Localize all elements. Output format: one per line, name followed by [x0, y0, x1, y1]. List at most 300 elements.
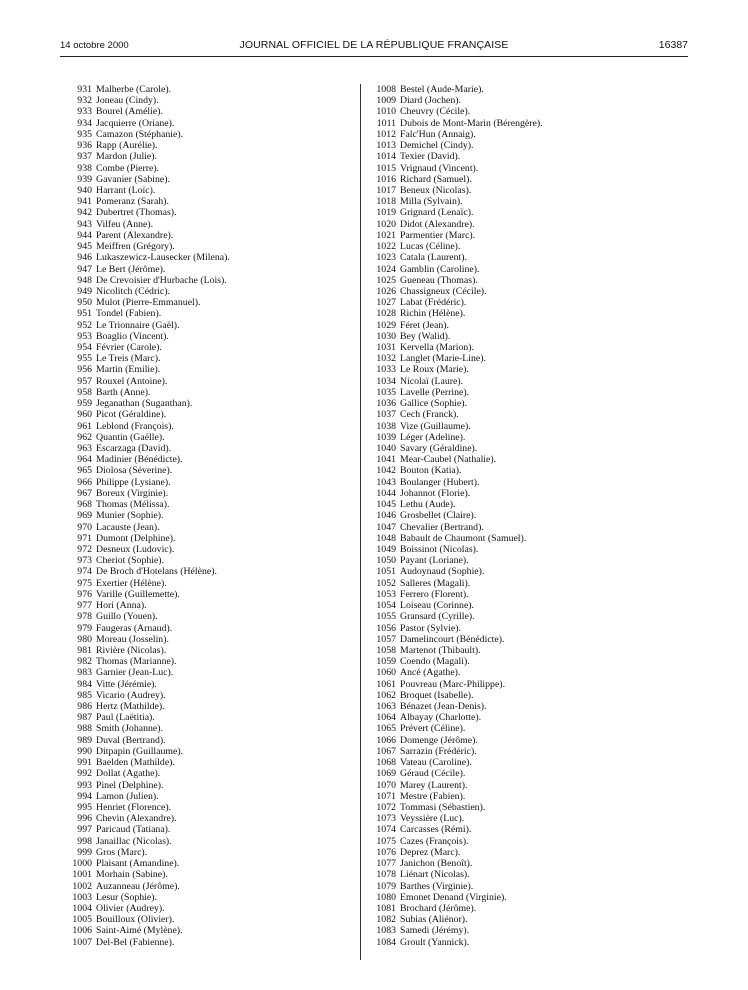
entry-number: 987: [77, 712, 92, 724]
list-item: [366, 690, 666, 701]
entry-number: 1084: [376, 936, 396, 948]
list-item: [366, 634, 666, 645]
list-item: [366, 522, 666, 533]
entry-name: Richin (Hélène).: [400, 308, 466, 320]
list-item: [366, 432, 666, 443]
entry-name: Harrant (Loïc).: [96, 184, 156, 196]
list-item: [366, 409, 666, 420]
entry-name: Varille (Guillemette).: [96, 588, 180, 600]
entry-number: 1004: [72, 902, 92, 914]
entry-number: 960: [77, 409, 92, 421]
entry-name: Boissinot (Nicolas).: [400, 543, 479, 555]
entry-number: 1026: [376, 285, 396, 297]
entry-number: 997: [77, 824, 92, 836]
entry-name: Broquet (Isabelle).: [400, 689, 474, 701]
entry-number: 1028: [376, 308, 396, 320]
list-item: [366, 376, 666, 387]
entry-name: Madinier (Bénédicte).: [96, 454, 183, 466]
entry-number: 1083: [376, 925, 396, 937]
entry-number: 1024: [376, 263, 396, 275]
list-item: [62, 566, 362, 577]
entry-name: Jeganathan (Suganthan).: [96, 398, 193, 410]
entry-name: Cazes (François).: [400, 835, 469, 847]
entry-name: Lethu (Aude).: [400, 499, 456, 511]
list-item: [62, 836, 362, 847]
entry-number: 943: [77, 218, 92, 230]
entry-number: 950: [77, 297, 92, 309]
entry-name: Chevalier (Bertrand).: [400, 521, 484, 533]
list-item: [62, 679, 362, 690]
entry-number: 1014: [376, 151, 396, 163]
entry-number: 1054: [376, 600, 396, 612]
entry-number: 984: [77, 678, 92, 690]
entry-number: 1036: [376, 398, 396, 410]
entry-number: 1047: [376, 521, 396, 533]
entry-number: 947: [77, 263, 92, 275]
entry-number: 1031: [376, 342, 396, 354]
entry-number: 1033: [376, 364, 396, 376]
list-item: [366, 252, 666, 263]
entry-number: 968: [77, 499, 92, 511]
entry-number: 1030: [376, 330, 396, 342]
list-item: [62, 881, 362, 892]
entry-name: Martin (Emilie).: [96, 364, 161, 376]
entry-name: Meiffren (Grégory).: [96, 241, 175, 253]
entry-name: Mulot (Pierre-Emmanuel).: [96, 297, 201, 309]
entry-number: 1059: [376, 656, 396, 668]
entry-number: 1005: [72, 914, 92, 926]
entry-number: 1077: [376, 858, 396, 870]
entry-name: Auzanneau (Jérôme).: [96, 880, 180, 892]
entry-name: Janaillac (Nicolas).: [96, 835, 172, 847]
list-item: [366, 353, 666, 364]
entry-name: Barth (Anne).: [96, 386, 151, 398]
entry-number: 1055: [376, 611, 396, 623]
issue-date: 14 octobre 2000: [60, 40, 129, 51]
entry-number: 1078: [376, 869, 396, 881]
list-item: [366, 757, 666, 768]
list-item: [62, 903, 362, 914]
entry-number: 998: [77, 835, 92, 847]
entry-name: Dollat (Agathe).: [96, 768, 161, 780]
list-item: [366, 241, 666, 252]
entry-number: 945: [77, 241, 92, 253]
entry-name: Baelden (Mathilde).: [96, 757, 175, 769]
list-item: [62, 858, 362, 869]
entry-name: Savary (Géraldine).: [400, 443, 478, 454]
entry-name: Cech (Franck).: [400, 409, 459, 421]
entry-number: 990: [77, 745, 92, 757]
entry-name: Le Roux (Marie).: [400, 364, 469, 376]
list-item: [62, 555, 362, 566]
entry-number: 989: [77, 734, 92, 746]
list-item: [366, 746, 666, 757]
entry-number: 1020: [376, 218, 396, 230]
list-item: [62, 824, 362, 835]
list-item: [366, 869, 666, 880]
list-item: [366, 847, 666, 858]
entry-number: 992: [77, 768, 92, 780]
list-item: [366, 264, 666, 275]
list-item: [62, 241, 362, 252]
entry-name: Grosbellet (Claire).: [400, 510, 477, 522]
entry-number: 1076: [376, 846, 396, 858]
entry-name: Damelincourt (Bénédicte).: [400, 633, 505, 645]
list-item: [366, 140, 666, 151]
entry-name: Brochard (Jérôme).: [400, 902, 477, 914]
entry-name: Pinel (Delphine).: [96, 779, 164, 791]
list-item: [366, 398, 666, 409]
list-item: [62, 488, 362, 499]
entry-number: 983: [77, 667, 92, 679]
entry-name: Ditpapin (Guillaume).: [96, 745, 184, 757]
list-item: [62, 151, 362, 162]
entry-name: Combe (Pierre).: [96, 162, 160, 174]
entry-name: De Crevoisier d'Hurbache (Lois).: [96, 274, 227, 286]
entry-number: 934: [77, 117, 92, 129]
list-item: [366, 499, 666, 510]
entry-name: Mestre (Fabien).: [400, 790, 466, 802]
list-item: [366, 488, 666, 499]
entry-name: Domenge (Jérôme).: [400, 734, 478, 746]
list-item: [62, 937, 362, 948]
entry-name: Vicario (Audrey).: [96, 689, 166, 701]
list-item: [366, 477, 666, 488]
entry-number: 1034: [376, 375, 396, 387]
list-item: [366, 421, 666, 432]
entry-name: Salleres (Magali).: [400, 577, 471, 589]
entry-number: 1071: [376, 790, 396, 802]
entry-number: 1019: [376, 207, 396, 219]
entry-name: Nicolaï (Laure).: [400, 375, 464, 387]
entry-name: Nicolitch (Cédric).: [96, 285, 170, 297]
list-item: [62, 454, 362, 465]
entry-number: 1001: [72, 869, 92, 881]
entry-number: 1040: [376, 443, 396, 454]
list-item: [366, 802, 666, 813]
entry-name: Lukaszewicz-Lausecker (Milena).: [96, 252, 230, 264]
entry-name: Falc'Hun (Annaig).: [400, 128, 476, 140]
entry-number: 1012: [376, 128, 396, 140]
entry-number: 1013: [376, 140, 396, 152]
entry-name: Desneux (Ludovic).: [96, 543, 175, 555]
entry-name: Leblond (François).: [96, 420, 174, 432]
list-item: [366, 230, 666, 241]
entry-number: 971: [77, 532, 92, 544]
entry-number: 964: [77, 454, 92, 466]
entry-number: 1039: [376, 431, 396, 443]
entry-name: Géraud (Cécile).: [400, 768, 466, 780]
list-item: [62, 768, 362, 779]
entry-number: 978: [77, 611, 92, 623]
page-header: [60, 38, 688, 54]
list-item: [62, 589, 362, 600]
list-item: [62, 331, 362, 342]
entry-name: Bouilloux (Olivier).: [96, 914, 175, 926]
entry-number: 1073: [376, 813, 396, 825]
list-item: [62, 230, 362, 241]
entry-number: 970: [77, 521, 92, 533]
entry-name: Beneux (Nicolas).: [400, 184, 472, 196]
entry-name: De Broch d'Hotelans (Hélène).: [96, 566, 217, 578]
entry-number: 985: [77, 689, 92, 701]
entry-number: 1051: [376, 566, 396, 578]
entry-number: 999: [77, 846, 92, 858]
entry-name: Jacquierre (Oriane).: [96, 117, 175, 129]
list-item: [62, 477, 362, 488]
entry-number: 1063: [376, 701, 396, 713]
entry-number: 1041: [376, 454, 396, 466]
entry-number: 1067: [376, 745, 396, 757]
entry-number: 1032: [376, 353, 396, 365]
entry-number: 995: [77, 802, 92, 813]
entry-name: Coendo (Magali).: [400, 656, 470, 668]
list-item: [366, 286, 666, 297]
entry-name: Lamon (Julien).: [96, 790, 159, 802]
entry-name: Moreau (Josselin).: [96, 633, 169, 645]
list-item: [62, 84, 362, 95]
entry-number: 1035: [376, 386, 396, 398]
entry-name: Féret (Jean).: [400, 319, 449, 331]
list-item: [366, 331, 666, 342]
entry-number: 972: [77, 543, 92, 555]
list-item: [62, 297, 362, 308]
entry-name: Diard (Jochen).: [400, 95, 461, 107]
list-item: [366, 925, 666, 936]
entry-name: Henriet (Florence).: [96, 802, 172, 813]
page-number: 16387: [658, 39, 688, 51]
entry-number: 944: [77, 229, 92, 241]
entry-number: 1003: [72, 891, 92, 903]
entry-number: 952: [77, 319, 92, 331]
list-item: [366, 106, 666, 117]
header-rule: [60, 56, 688, 57]
entry-name: Ancé (Agathe).: [400, 667, 461, 679]
entry-number: 993: [77, 779, 92, 791]
entry-name: Le Trionnaire (Gaël).: [96, 319, 180, 331]
entry-number: 1015: [376, 162, 396, 174]
entry-name: Groult (Yannick).: [400, 936, 470, 948]
list-item: [366, 623, 666, 634]
entry-name: Thomas (Marianne).: [96, 656, 177, 668]
list-item: [62, 892, 362, 903]
list-item: [62, 735, 362, 746]
entry-name: Albayay (Charlotte).: [400, 712, 482, 724]
list-item: [62, 185, 362, 196]
entry-number: 1010: [376, 106, 396, 118]
entry-number: 1025: [376, 274, 396, 286]
entry-name: Labat (Frédéric).: [400, 297, 467, 309]
entry-number: 1006: [72, 925, 92, 937]
entry-name: Demichel (Cindy).: [400, 140, 474, 152]
list-item: [366, 151, 666, 162]
entry-name: Bouton (Katia).: [400, 465, 462, 477]
entry-number: 1038: [376, 420, 396, 432]
list-item: [62, 791, 362, 802]
entry-number: 1050: [376, 555, 396, 567]
list-item: [366, 174, 666, 185]
entry-number: 1008: [376, 84, 396, 95]
list-item: [62, 207, 362, 218]
entry-number: 1058: [376, 644, 396, 656]
entry-name: Tondel (Fabien).: [96, 308, 162, 320]
entry-name: Babault de Chaumont (Samuel).: [400, 532, 527, 544]
entry-name: Bénazet (Jean-Denis).: [400, 701, 487, 713]
entry-name: Thomas (Mélissa).: [96, 499, 170, 511]
entry-number: 1074: [376, 824, 396, 836]
entry-name: Catala (Laurent).: [400, 252, 467, 264]
list-item: [366, 578, 666, 589]
list-item: [62, 723, 362, 734]
entry-number: 979: [77, 622, 92, 634]
list-item: [62, 667, 362, 678]
entry-number: 957: [77, 375, 92, 387]
list-item: [366, 533, 666, 544]
entry-name: Didot (Alexandre).: [400, 218, 475, 230]
entry-name: Emonet Denand (Virginie).: [400, 891, 507, 903]
list-item: [62, 522, 362, 533]
entry-number: 1037: [376, 409, 396, 421]
list-item: [366, 881, 666, 892]
list-item: [62, 645, 362, 656]
entry-name: Vize (Guillaume).: [400, 420, 471, 432]
list-item: [366, 185, 666, 196]
entry-name: Barthes (Virginie).: [400, 880, 474, 892]
list-item: [366, 555, 666, 566]
entry-number: 936: [77, 140, 92, 152]
list-item: [62, 421, 362, 432]
entry-number: 982: [77, 656, 92, 668]
entry-name: Janichon (Benoît).: [400, 858, 473, 870]
list-item: [366, 163, 666, 174]
list-item: [62, 701, 362, 712]
entry-name: Del-Bel (Fabienne).: [96, 936, 175, 948]
list-item: [62, 275, 362, 286]
entry-number: 969: [77, 510, 92, 522]
entry-number: 1023: [376, 252, 396, 264]
entry-number: 1049: [376, 543, 396, 555]
entry-name: Deprez (Marc).: [400, 846, 461, 858]
entry-number: 931: [77, 84, 92, 95]
entry-number: 1061: [376, 678, 396, 690]
list-item: [62, 847, 362, 858]
list-item: [366, 600, 666, 611]
entry-name: Camazon (Stéphanie).: [96, 128, 184, 140]
entry-number: 980: [77, 633, 92, 645]
entry-name: Cheuvry (Cécile).: [400, 106, 471, 118]
list-item: [62, 712, 362, 723]
entry-number: 1072: [376, 802, 396, 813]
list-item: [62, 95, 362, 106]
entry-name: Rouxel (Antoine).: [96, 375, 168, 387]
entry-number: 1022: [376, 241, 396, 253]
entry-number: 1053: [376, 588, 396, 600]
right-column: [366, 84, 666, 948]
entry-number: 977: [77, 600, 92, 612]
entry-number: 935: [77, 128, 92, 140]
entry-number: 958: [77, 386, 92, 398]
entry-number: 1070: [376, 779, 396, 791]
entry-number: 986: [77, 701, 92, 713]
entry-name: Richard (Samuel).: [400, 173, 472, 185]
list-item: [366, 611, 666, 622]
entry-name: Lacauste (Jean).: [96, 521, 160, 533]
list-item: [366, 308, 666, 319]
list-item: [62, 140, 362, 151]
entry-name: Samedi (Jérémy).: [400, 925, 470, 937]
entry-name: Diolosa (Séverine).: [96, 465, 173, 477]
entry-name: Vrignaud (Vincent).: [400, 162, 479, 174]
entry-number: 966: [77, 476, 92, 488]
list-item: [62, 387, 362, 398]
entry-number: 973: [77, 555, 92, 567]
entry-name: Kervella (Marion).: [400, 342, 474, 354]
list-item: [366, 219, 666, 230]
list-item: [62, 163, 362, 174]
entry-name: Rivière (Nicolas).: [96, 644, 167, 656]
entry-number: 1021: [376, 229, 396, 241]
entry-name: Chevin (Alexandre).: [96, 813, 177, 825]
entry-name: Boaglio (Vincent).: [96, 330, 169, 342]
list-item: [366, 387, 666, 398]
entry-name: Gros (Marc).: [96, 846, 148, 858]
entry-name: Dubois de Mont-Marin (Bérengère).: [400, 117, 543, 129]
entry-number: 1017: [376, 184, 396, 196]
list-item: [366, 735, 666, 746]
entry-name: Prévert (Céline).: [400, 723, 466, 735]
list-item: [62, 308, 362, 319]
entry-number: 996: [77, 813, 92, 825]
list-item: [62, 533, 362, 544]
list-item: [62, 376, 362, 387]
entry-number: 963: [77, 443, 92, 454]
list-item: [366, 679, 666, 690]
entry-number: 1066: [376, 734, 396, 746]
entry-number: 949: [77, 285, 92, 297]
entry-name: Lucas (Céline).: [400, 241, 461, 253]
entry-name: Subias (Aliénor).: [400, 914, 468, 926]
entry-name: Mardon (Julie).: [96, 151, 157, 163]
list-item: [366, 824, 666, 835]
list-item: [366, 207, 666, 218]
entry-name: Dubertret (Thomas).: [96, 207, 177, 219]
entry-number: 1016: [376, 173, 396, 185]
entry-name: Joneau (Cindy).: [96, 95, 159, 107]
list-item: [62, 544, 362, 555]
list-item: [62, 443, 362, 454]
entry-number: 1079: [376, 880, 396, 892]
entry-name: Léger (Adeline).: [400, 431, 466, 443]
entry-name: Gallice (Sophie).: [400, 398, 467, 410]
entry-name: Malherbe (Carole).: [96, 84, 172, 95]
list-item: [366, 791, 666, 802]
entry-name: Langlet (Marie-Line).: [400, 353, 486, 365]
entry-name: Picot (Géraldine).: [96, 409, 167, 421]
entry-name: Garnier (Jean-Luc).: [96, 667, 174, 679]
entry-name: Tommasi (Sébastien).: [400, 802, 486, 813]
entry-number: 953: [77, 330, 92, 342]
entry-name: Morhain (Sabine).: [96, 869, 168, 881]
entry-name: Faugeras (Arnaud).: [96, 622, 173, 634]
list-item: [366, 544, 666, 555]
entry-name: Mear-Caubel (Nathalie).: [400, 454, 497, 466]
entry-name: Smith (Johanne).: [96, 723, 163, 735]
entry-number: 988: [77, 723, 92, 735]
entry-number: 941: [77, 196, 92, 208]
entry-name: Lesur (Sophie).: [96, 891, 157, 903]
entry-number: 955: [77, 353, 92, 365]
list-item: [62, 286, 362, 297]
